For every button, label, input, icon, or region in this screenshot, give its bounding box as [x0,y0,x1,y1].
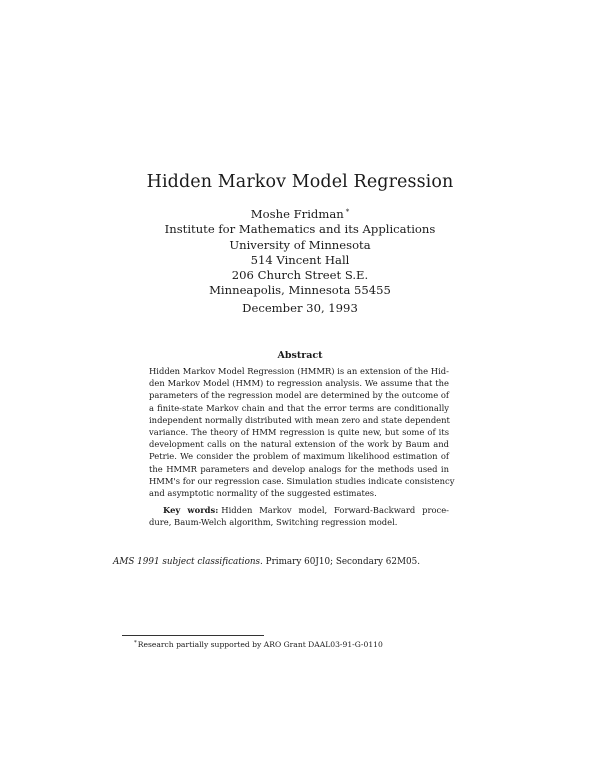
ams-classification [113,557,420,567]
footnote-marker: * [134,640,137,646]
keywords-line: dure, Baum-Welch algorithm, Switching regression model. [149,517,398,528]
footnote-divider [122,635,264,636]
footnote-text: Research partially supported by ARO Grant DAAL03-91-G-0110 [137,640,383,649]
abstract-line: den Markov Model (HMM) to regression analysis. We assume that the [149,378,449,389]
affiliation-institute: Institute for Mathematics and its Applications [164,222,436,237]
abstract-line: development calls on the natural extension of the work by Baum and [149,439,449,450]
abstract-line: the HMMR parameters and develop analogs for the methods used in [149,463,449,474]
affiliation-city: Minneapolis, Minnesota 55455 [209,283,391,298]
abstract-line: Petrie. We consider the problem of maximum likelihood estimation of [149,451,449,462]
footnote [134,640,383,649]
abstract-line: variance. The theory of HMM regression is quite new, but some of its [149,426,449,437]
author-block [0,205,600,299]
abstract-line: independent normally distributed with mean zero and state dependent [149,414,450,425]
abstract-heading: Abstract [277,350,323,361]
affiliation-university: University of Minnesota [229,237,371,252]
author-footnote-marker: * [345,208,350,216]
abstract-line: Hidden Markov Model Regression (HMMR) is an extension of the Hid- [149,366,449,376]
ams-label: AMS 1991 subject classifications. [113,557,263,567]
paper-date: December 30, 1993 [242,301,358,315]
author-name: Moshe Fridman [250,207,344,221]
abstract-body [149,365,455,499]
keywords-block [149,504,449,528]
abstract-line: a finite-state Markov chain and that the error terms are conditionally [149,402,449,413]
affiliation-building: 514 Vincent Hall [250,252,350,267]
abstract-line: HMM's for our regression case. Simulation studies indicate consistency [149,475,455,486]
author-name-line [0,205,600,222]
keywords-label: Key words: [163,505,219,515]
keywords-line [149,504,449,516]
abstract-line: parameters of the regression model are determined by the outcome of [149,390,449,401]
ams-codes: Primary 60J10; Secondary 62M05. [265,557,420,567]
abstract-line: and asymptotic normality of the suggested estimates. [149,487,377,498]
paper-title: Hidden Markov Model Regression [146,172,454,192]
affiliation-street: 206 Church Street S.E. [231,268,369,283]
keywords-text-1: Hidden Markov model, Forward-Backward proce- [221,505,450,515]
